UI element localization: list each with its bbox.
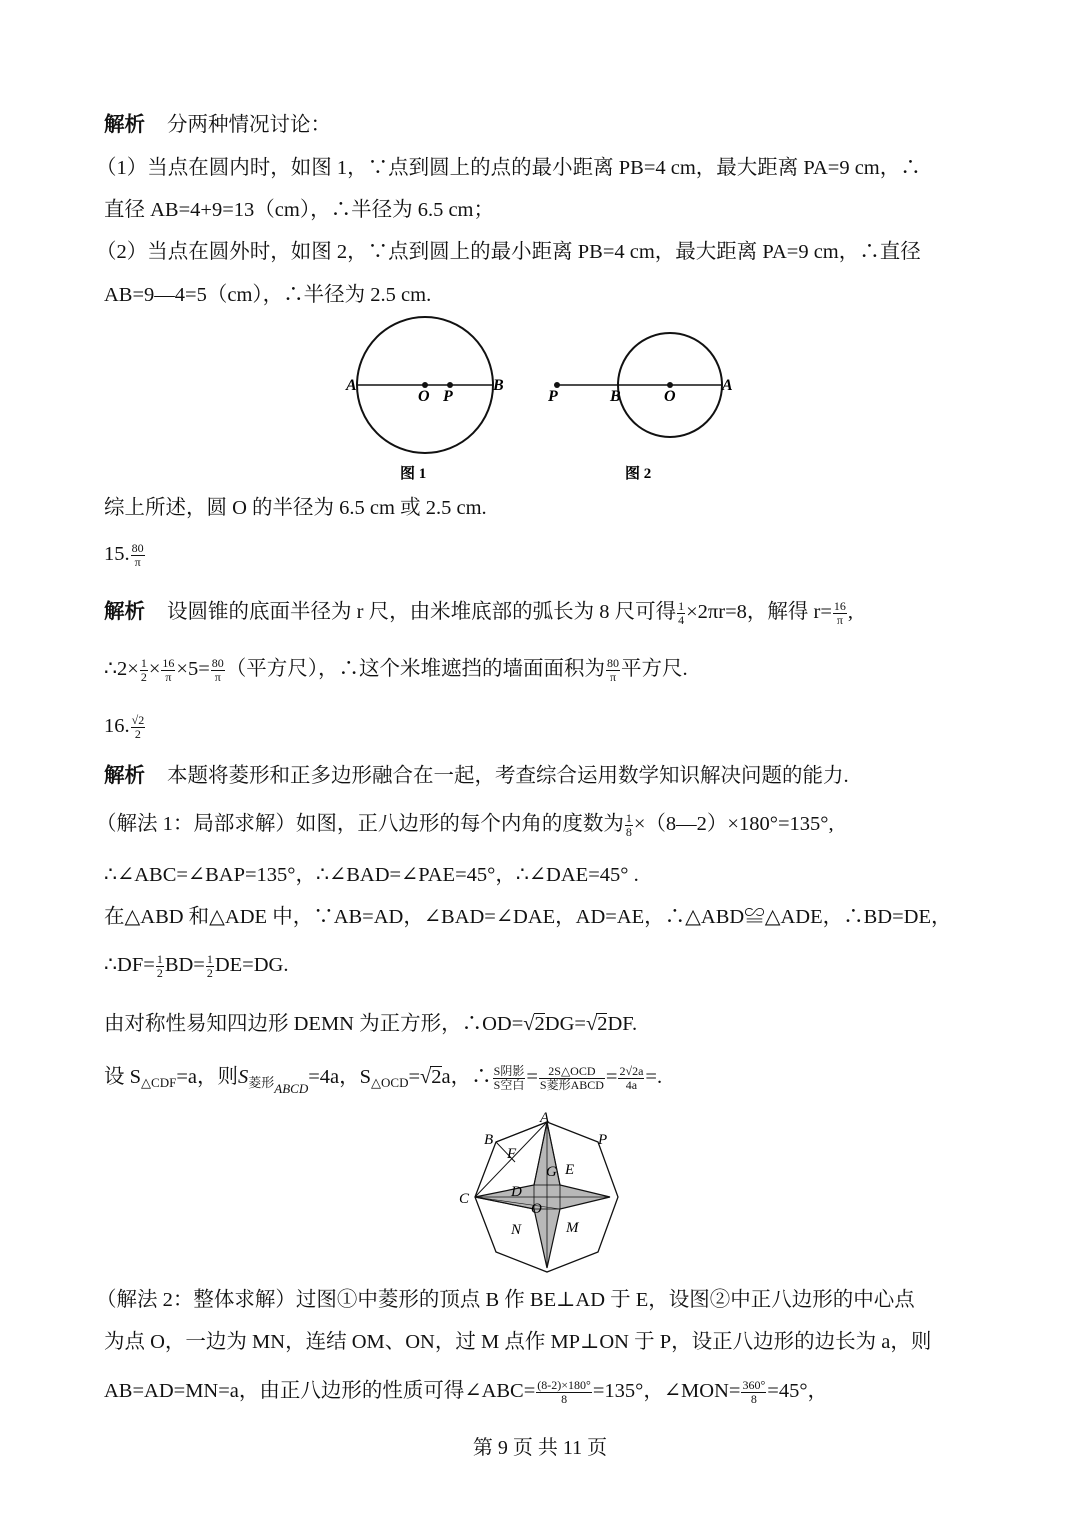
q16-answer — [104, 712, 146, 741]
fraction: $\frac{1}{2}$ — [156, 951, 163, 980]
q16-congruence-line: 在△ABD 和△ADE 中，∵AB=AD，∠BAD=∠DAE，AD=AE，∴△ABD≌△ADE，∴BD=DE， — [104, 906, 952, 928]
fraction: $\frac{1}{4}$ — [678, 598, 685, 627]
fraction: S阴影 S空白 — [493, 1063, 525, 1092]
caption-figure-2: 图 2 — [625, 466, 652, 482]
label-p: P — [598, 1132, 608, 1148]
label-a-1: A — [346, 377, 357, 394]
q15-answer — [104, 540, 146, 569]
label-p-2: P — [548, 388, 558, 405]
label-d: D — [511, 1184, 522, 1200]
intro-line — [104, 111, 331, 139]
label-g: G — [546, 1164, 557, 1180]
page-footer: 第 9 页 共 11 页 — [472, 1437, 608, 1459]
fraction: $\frac{1}{8}$ — [625, 810, 632, 839]
intro-text: 分两种情况讨论： — [167, 114, 331, 136]
fraction: $\frac{(8-2)\times 180^\circ}{8}$ — [537, 1377, 591, 1406]
fraction: 2S△OCD S菱形ABCD — [539, 1063, 604, 1092]
label-a-2: A — [722, 377, 733, 394]
label-b: B — [484, 1132, 494, 1148]
method2-line1: （解法 2：整体求解）过图①中菱形的顶点 B 作 BE⊥AD 于 E，设图②中正八边形的中心点 — [96, 1289, 915, 1311]
q16-symmetry-line: 由对称性易知四边形 DEMN 为正方形，∴OD=√2DG=√2DF. — [104, 1013, 638, 1035]
q16-number: 16. — [104, 715, 130, 737]
q15-answer-fraction: $\frac{80}{\pi}$ — [131, 540, 144, 569]
label-f: F — [507, 1146, 517, 1162]
analysis-label: 解析 — [104, 114, 145, 136]
q15-analysis-line2: ∴2× $\frac{1}{2}$ × $\frac{16}{\pi}$ ×5= $\frac{80}{\pi}$ （平方尺），∴这个米堆遮挡的墙面面积为 $\frac{80}{\pi}$ 平方尺. — [104, 655, 688, 684]
octagon-figure — [455, 1110, 625, 1275]
caption-figure-1: 图 1 — [400, 466, 427, 482]
fraction: $\frac{1}{2}$ — [206, 951, 213, 980]
method2-line3: AB=AD=MN=a，由正八边形的性质可得∠ABC= $\frac{(8-2)\times 180^\circ}{8}$ =135°，∠MON= $\frac{360^\circ}{8}$ =45°， — [104, 1377, 829, 1406]
label-b-1: B — [493, 377, 504, 394]
q16-answer-fraction: $\frac{√2}{2}$ — [131, 712, 145, 741]
q15-analysis-line1: 解析 设圆锥的底面半径为 r 尺，由米堆底部的弧长为 8 尺可得 $\frac{1}{4}$ ×2πr=8，解得 r= $\frac{16}{\pi}$ , — [104, 598, 854, 627]
fraction: $\frac{16}{\pi}$ — [833, 598, 846, 627]
label-b-2: B — [610, 388, 621, 405]
fraction: $\frac{80}{\pi}$ — [607, 655, 620, 684]
label-m: M — [566, 1220, 579, 1236]
circle-figures — [330, 312, 750, 492]
fraction: $\frac{1}{2}$ — [140, 655, 147, 684]
method2-line2: 为点 O，一边为 MN，连结 OM、ON，过 M 点作 MP⊥ON 于 P，设正八边形的边长为 a，则 — [104, 1331, 932, 1353]
q16-area-line: 设 $S_{\triangle CDF}=a$，则$S_{菱形ABCD}=4a$，$S_{\triangle OCD}=√2a$，∴ S阴影 S空白 = 2S△OCD S菱形ABCD = $\frac{2√2a}{4a}$ =. — [104, 1063, 663, 1096]
q16-method1-line: （解法 1：局部求解）如图，正八边形的每个内角的度数为 $\frac{1}{8}$ ×（8—2）×180°=135°, — [96, 810, 834, 839]
figure-2 — [547, 333, 733, 482]
fraction: $\frac{2√2a}{4a}$ — [619, 1063, 644, 1092]
label-o-1: O — [418, 388, 430, 405]
q16-analysis-line1: 解析 本题将菱形和正多边形融合在一起，考查综合运用数学知识解决问题的能力. — [104, 765, 849, 787]
label-o-2: O — [664, 388, 676, 405]
q15-number: 15. — [104, 543, 130, 565]
label-p-1: P — [443, 388, 453, 405]
case2-line1: （2）当点在圆外时，如图 2，∵点到圆上的最小距离 PB=4 cm，最大距离 PA=9 cm，∴直径 — [96, 241, 921, 263]
label-o: O — [531, 1201, 542, 1217]
fraction: $\frac{80}{\pi}$ — [211, 655, 224, 684]
label-e: E — [565, 1162, 575, 1178]
summary-line: 综上所述，圆 O 的半径为 6.5 cm 或 2.5 cm. — [104, 497, 487, 519]
case2-line2: AB=9—4=5（cm），∴半径为 2.5 cm. — [104, 284, 432, 306]
fraction: $\frac{360^\circ}{8}$ — [742, 1377, 766, 1406]
fraction: $\frac{16}{\pi}$ — [162, 655, 175, 684]
analysis-label: 解析 — [104, 765, 145, 787]
label-n: N — [511, 1222, 522, 1238]
q16-angle-line: ∴∠ABC=∠BAP=135°，∴∠BAD=∠PAE=45°，∴∠DAE=45° . — [104, 864, 639, 886]
analysis-label: 解析 — [104, 601, 145, 623]
case1-line1: （1）当点在圆内时，如图 1，∵点到圆上的点的最小距离 PB=4 cm，最大距离 PA=9 cm，∴ — [96, 157, 921, 179]
case1-line2: 直径 AB=4+9=13（cm），∴半径为 6.5 cm； — [104, 199, 494, 221]
label-c: C — [459, 1191, 470, 1207]
q16-df-line: ∴DF= $\frac{1}{2}$ BD= $\frac{1}{2}$ DE=DG. — [104, 951, 289, 980]
label-a: A — [540, 1110, 550, 1126]
figure-1 — [345, 317, 504, 482]
